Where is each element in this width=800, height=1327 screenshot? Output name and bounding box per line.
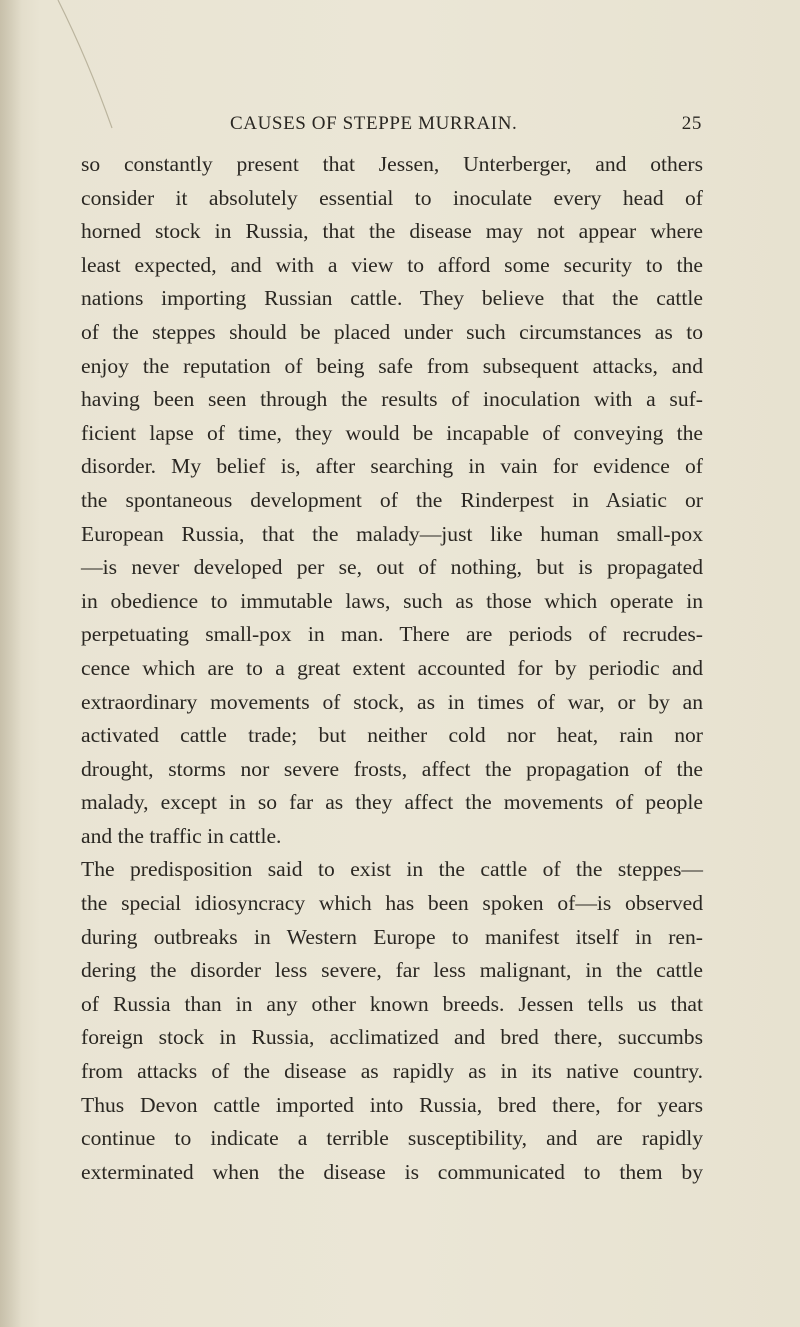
- text-line: during outbreaks in Western Europe to manifest itself in ren-: [81, 924, 703, 949]
- text-line: enjoy the reputation of being safe from subsequent attacks, and: [81, 353, 703, 378]
- page-fold-line: [0, 0, 120, 130]
- text-line: the spontaneous development of the Rinderpest in Asiatic or: [81, 487, 703, 512]
- text-line: —is never developed per se, out of nothing, but is propagated: [81, 555, 703, 580]
- text-line: perpetuating small-pox in man. There are periods of recrudes-: [81, 622, 703, 647]
- text-line: nations importing Russian cattle. They believe that the cattle: [81, 286, 703, 311]
- text-line: extraordinary movements of stock, as in times of war, or by an: [81, 689, 703, 714]
- body-text: [81, 148, 703, 1189]
- text-line: disorder. My belief is, after searching in vain for evidence of: [81, 454, 703, 479]
- text-line: in obedience to immutable laws, such as those which operate in: [81, 588, 703, 613]
- text-line: malady, except in so far as they affect the movements of people: [81, 790, 703, 815]
- text-line: The predisposition said to exist in the cattle of the steppes—: [81, 857, 703, 882]
- page-edge-shadow: [0, 0, 22, 1327]
- text-line: dering the disorder less severe, far less malignant, in the cattle: [81, 958, 703, 983]
- text-line: European Russia, that the malady—just like human small-pox: [81, 521, 703, 546]
- text-line: Thus Devon cattle imported into Russia, bred there, for years: [81, 1092, 703, 1117]
- text-line: so constantly present that Jessen, Unterberger, and others: [81, 152, 703, 176]
- text-line: continue to indicate a terrible susceptibility, and are rapidly: [81, 1126, 703, 1151]
- text-line: of the steppes should be placed under such circumstances as to: [81, 319, 703, 344]
- text-line: consider it absolutely essential to inoculate every head of: [81, 185, 703, 210]
- text-line: the special idiosyncracy which has been spoken of—is observed: [81, 891, 703, 916]
- text-line: and the traffic in cattle.: [81, 823, 282, 848]
- text-line: drought, storms nor severe frosts, affect the propagation of the: [81, 756, 703, 781]
- running-title: CAUSES OF STEPPE MURRAIN.: [230, 113, 518, 134]
- text-line: activated cattle trade; but neither cold nor heat, rain nor: [81, 723, 703, 748]
- text-line: of Russia than in any other known breeds. Jessen tells us that: [81, 991, 703, 1016]
- page-header: [230, 113, 702, 141]
- text-line: ficient lapse of time, they would be incapable of conveying the: [81, 420, 703, 445]
- text-line: horned stock in Russia, that the disease may not appear where: [81, 219, 703, 244]
- text-line: from attacks of the disease as rapidly as in its native country.: [81, 1059, 703, 1084]
- page-number: 25: [681, 113, 702, 134]
- text-line: least expected, and with a view to afford some security to the: [81, 252, 703, 277]
- text-line: cence which are to a great extent accounted for by periodic and: [81, 655, 703, 680]
- text-line: exterminated when the disease is communicated to them by: [81, 1159, 703, 1184]
- text-line: having been seen through the results of inoculation with a suf-: [81, 387, 703, 412]
- text-line: foreign stock in Russia, acclimatized and bred there, succumbs: [81, 1025, 703, 1050]
